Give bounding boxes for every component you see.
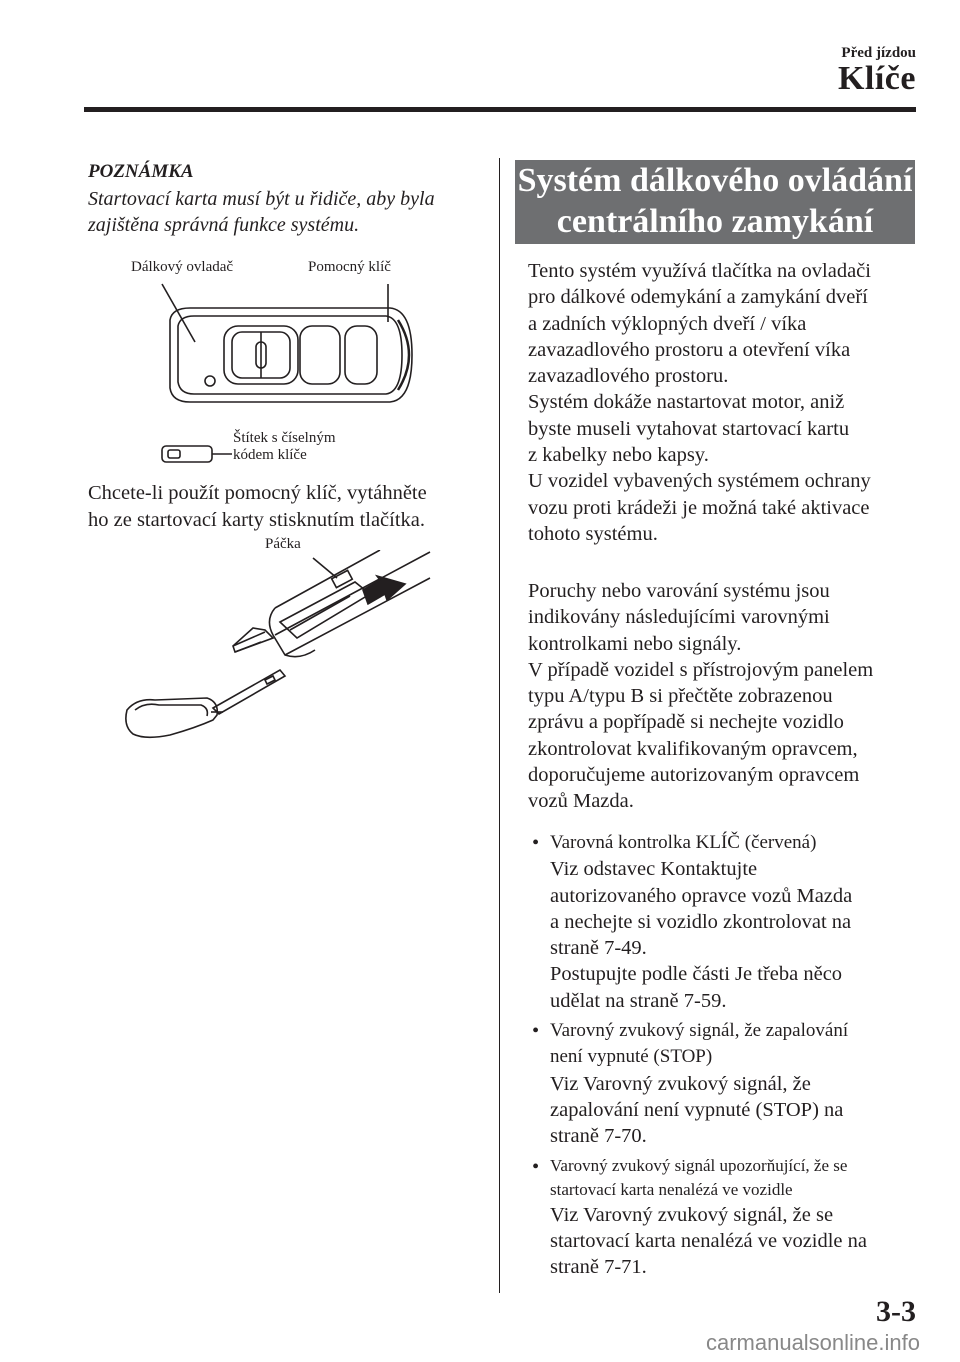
note-body: Startovací karta musí být u řidiče, aby byla zajištěna správná funkce systému. (88, 188, 435, 236)
bullet-title: Varovná kontrolka KLÍČ (červená) (550, 832, 817, 853)
bullet-text: autorizovaného opravce vozů Mazda (550, 884, 853, 907)
bullet-text: Viz odstavec Kontaktujte (550, 858, 758, 881)
right-para-2 (528, 578, 873, 815)
list-item (530, 830, 916, 1014)
para1-line: pro dálkové odemykání a zamykání dveří (528, 286, 868, 309)
list-item (530, 1018, 916, 1149)
bullet-title: Varovný zvukový signál, že zapalování (550, 1020, 849, 1042)
para1-line: vozu proti krádeži je možná také aktivace (528, 496, 870, 519)
header-rule (84, 107, 916, 112)
bullet-text: straně 7-70. (550, 1125, 647, 1148)
section-title-line2: centrálního zamykání (556, 203, 874, 240)
bullet-text: Viz Varovný zvukový signál, že (550, 1072, 811, 1095)
bullet-title: startovací karta nenalézá ve vozidle (550, 1179, 793, 1199)
bullet-text: udělat na straně 7-59. (550, 989, 727, 1012)
label-tag-line1: Štítek s číselným (233, 430, 336, 446)
para2-line: typu A/typu B si přečtěte zobrazenou (528, 685, 833, 708)
section-title-line1: Systém dálkového ovládání (517, 162, 913, 199)
label-aux-key: Pomocný klíč (308, 259, 391, 275)
para1-line: zavazadlového prostoru a otevření víka (528, 338, 851, 361)
bullet-text: startovací karta nenalézá ve vozidle na (550, 1229, 868, 1252)
left-para-line1: Chcete-li použít pomocný klíč, vytáhněte (88, 482, 427, 504)
bullet-title: Varovný zvukový signál upozorňující, že se (550, 1155, 848, 1175)
bullet-text: a nechejte si vozidlo zkontrolovat na (550, 910, 852, 933)
para1-line: byste museli vytahovat startovací kartu (528, 417, 850, 440)
para1-line: U vozidel vybavených systémem ochrany (528, 470, 871, 493)
para1-line: z kabelky nebo kapsy. (528, 444, 709, 467)
bullet-text: straně 7-71. (550, 1256, 647, 1279)
para1-line: zavazadlového prostoru. (528, 365, 729, 388)
chapter-label: Před jízdou (841, 45, 916, 61)
bullet-text: zapalování není vypnuté (STOP) na (550, 1098, 844, 1121)
para2-line: doporučujeme autorizovaným opravcem (528, 764, 860, 787)
column-divider (499, 158, 500, 1293)
para2-line: zprávu a popřípadě si nechejte vozidlo (528, 711, 844, 734)
para2-line: kontrolkami nebo signály. (528, 632, 742, 655)
para2-line: zkontrolovat kvalifikovaným opravcem, (528, 737, 858, 760)
para2-line: Poruchy nebo varování systému jsou (528, 580, 830, 602)
page-heading: Klíče (837, 60, 916, 97)
bullet-title: není vypnuté (STOP) (550, 1046, 713, 1068)
bullet-mark: • (532, 1155, 540, 1178)
para2-line: indikovány následujícími varovnými (528, 606, 830, 629)
bullet-text: straně 7-49. (550, 937, 647, 960)
label-lever: Páčka (265, 536, 301, 552)
section-banner (515, 160, 915, 244)
note-title: POZNÁMKA (88, 161, 194, 182)
page-number: 3-3 (876, 1295, 916, 1328)
watermark: carmanualsonline.info (705, 1330, 920, 1355)
left-para-line2: ho ze startovací karty stisknutím tlačítka. (88, 509, 426, 531)
right-para-1 (528, 258, 871, 547)
para1-line: tohoto systému. (528, 522, 658, 545)
label-tag-line2: kódem klíče (233, 447, 307, 463)
list-item (530, 1154, 916, 1281)
para1-line: a zadních výklopných dveří / víka (528, 312, 807, 335)
para1-line: Tento systém využívá tlačítka na ovladači (528, 260, 871, 282)
bullet-text: Postupujte podle části Je třeba něco (550, 963, 843, 986)
label-remote: Dálkový ovladač (131, 259, 234, 275)
warning-list (530, 830, 916, 1280)
bullet-mark: • (532, 1020, 540, 1043)
para2-line: vozů Mazda. (528, 790, 634, 813)
para1-line: Systém dokáže nastartovat motor, aniž (528, 391, 845, 414)
para2-line: V případě vozidel s přístrojovým panelem (528, 658, 874, 681)
bullet-text: Viz Varovný zvukový signál, že se (550, 1203, 834, 1226)
aux-key-illustration (115, 550, 445, 750)
bullet-mark: • (532, 832, 540, 854)
